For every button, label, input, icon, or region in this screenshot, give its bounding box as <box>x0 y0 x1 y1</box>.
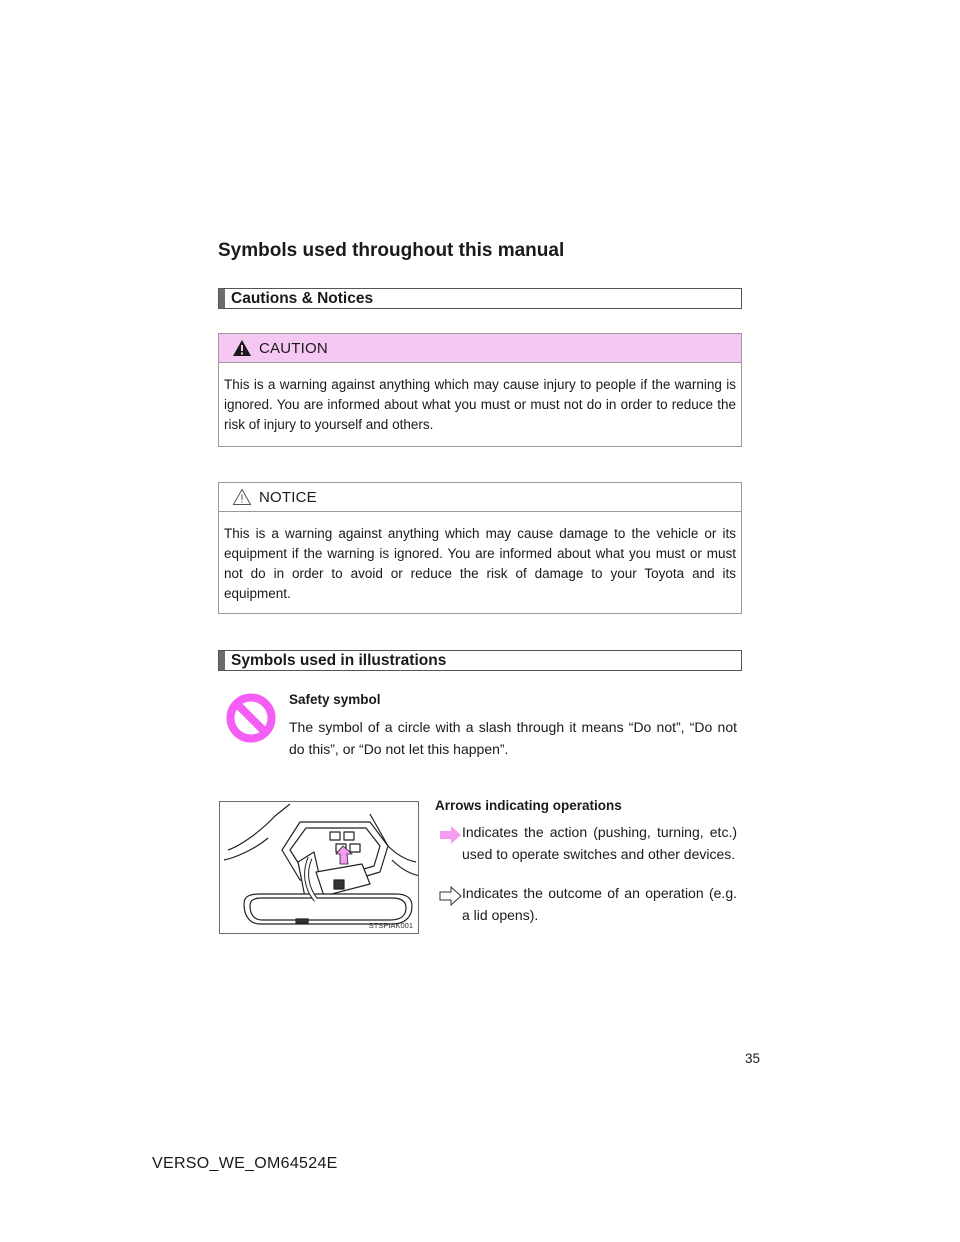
page-number: 35 <box>745 1051 761 1066</box>
warning-outline-icon <box>232 488 252 506</box>
section-header-cautions <box>218 288 742 309</box>
section-tab-marker <box>219 651 225 670</box>
safety-symbol-text: The symbol of a circle with a slash through it means “Do not”, “Do not do this”, or “Do not let this happen”. <box>289 719 737 757</box>
outcome-arrow-text: Indicates the outcome of an operation (e.g. a lid opens). <box>462 885 737 923</box>
notice-title: NOTICE <box>259 489 317 506</box>
overhead-console-illustration <box>219 801 419 934</box>
notice-text: This is a warning against anything which may cause damage to the vehicle or its equipment if the warning is ignored. You are informed about what you must or must not do in order to avoid or reduce the risk of damage to your Toyota and its equipment. <box>224 526 736 601</box>
overhead-console-drawing <box>220 802 419 934</box>
prohibition-icon <box>226 693 276 743</box>
caution-title: CAUTION <box>259 340 328 357</box>
section-title-cautions: Cautions & Notices <box>231 290 374 307</box>
notice-header <box>219 483 741 512</box>
notice-box <box>218 482 742 614</box>
action-arrow-text: Indicates the action (pushing, turning, etc.) used to operate switches and other devices. <box>462 824 737 862</box>
section-tab-marker <box>219 289 225 308</box>
illustration-code: STSPIAK001 <box>368 921 413 930</box>
caution-box <box>218 333 742 447</box>
caution-text: This is a warning against anything which may cause injury to people if the warning is ignored. You are informed about what you must or must not do in order to reduce the risk of injury to yourself and others. <box>224 377 736 432</box>
page-title: Symbols used throughout this manual <box>218 240 565 261</box>
warning-filled-icon <box>232 339 252 357</box>
section-title-illustrations: Symbols used in illustrations <box>231 652 447 669</box>
section-header-illustrations <box>218 650 742 671</box>
action-arrow-icon <box>438 825 462 845</box>
arrows-title: Arrows indicating operations <box>435 798 622 813</box>
safety-symbol-title: Safety symbol <box>289 692 381 707</box>
document-code: VERSO_WE_OM64524E <box>152 1155 338 1172</box>
outcome-arrow-icon <box>438 886 462 906</box>
caution-header <box>219 334 741 363</box>
